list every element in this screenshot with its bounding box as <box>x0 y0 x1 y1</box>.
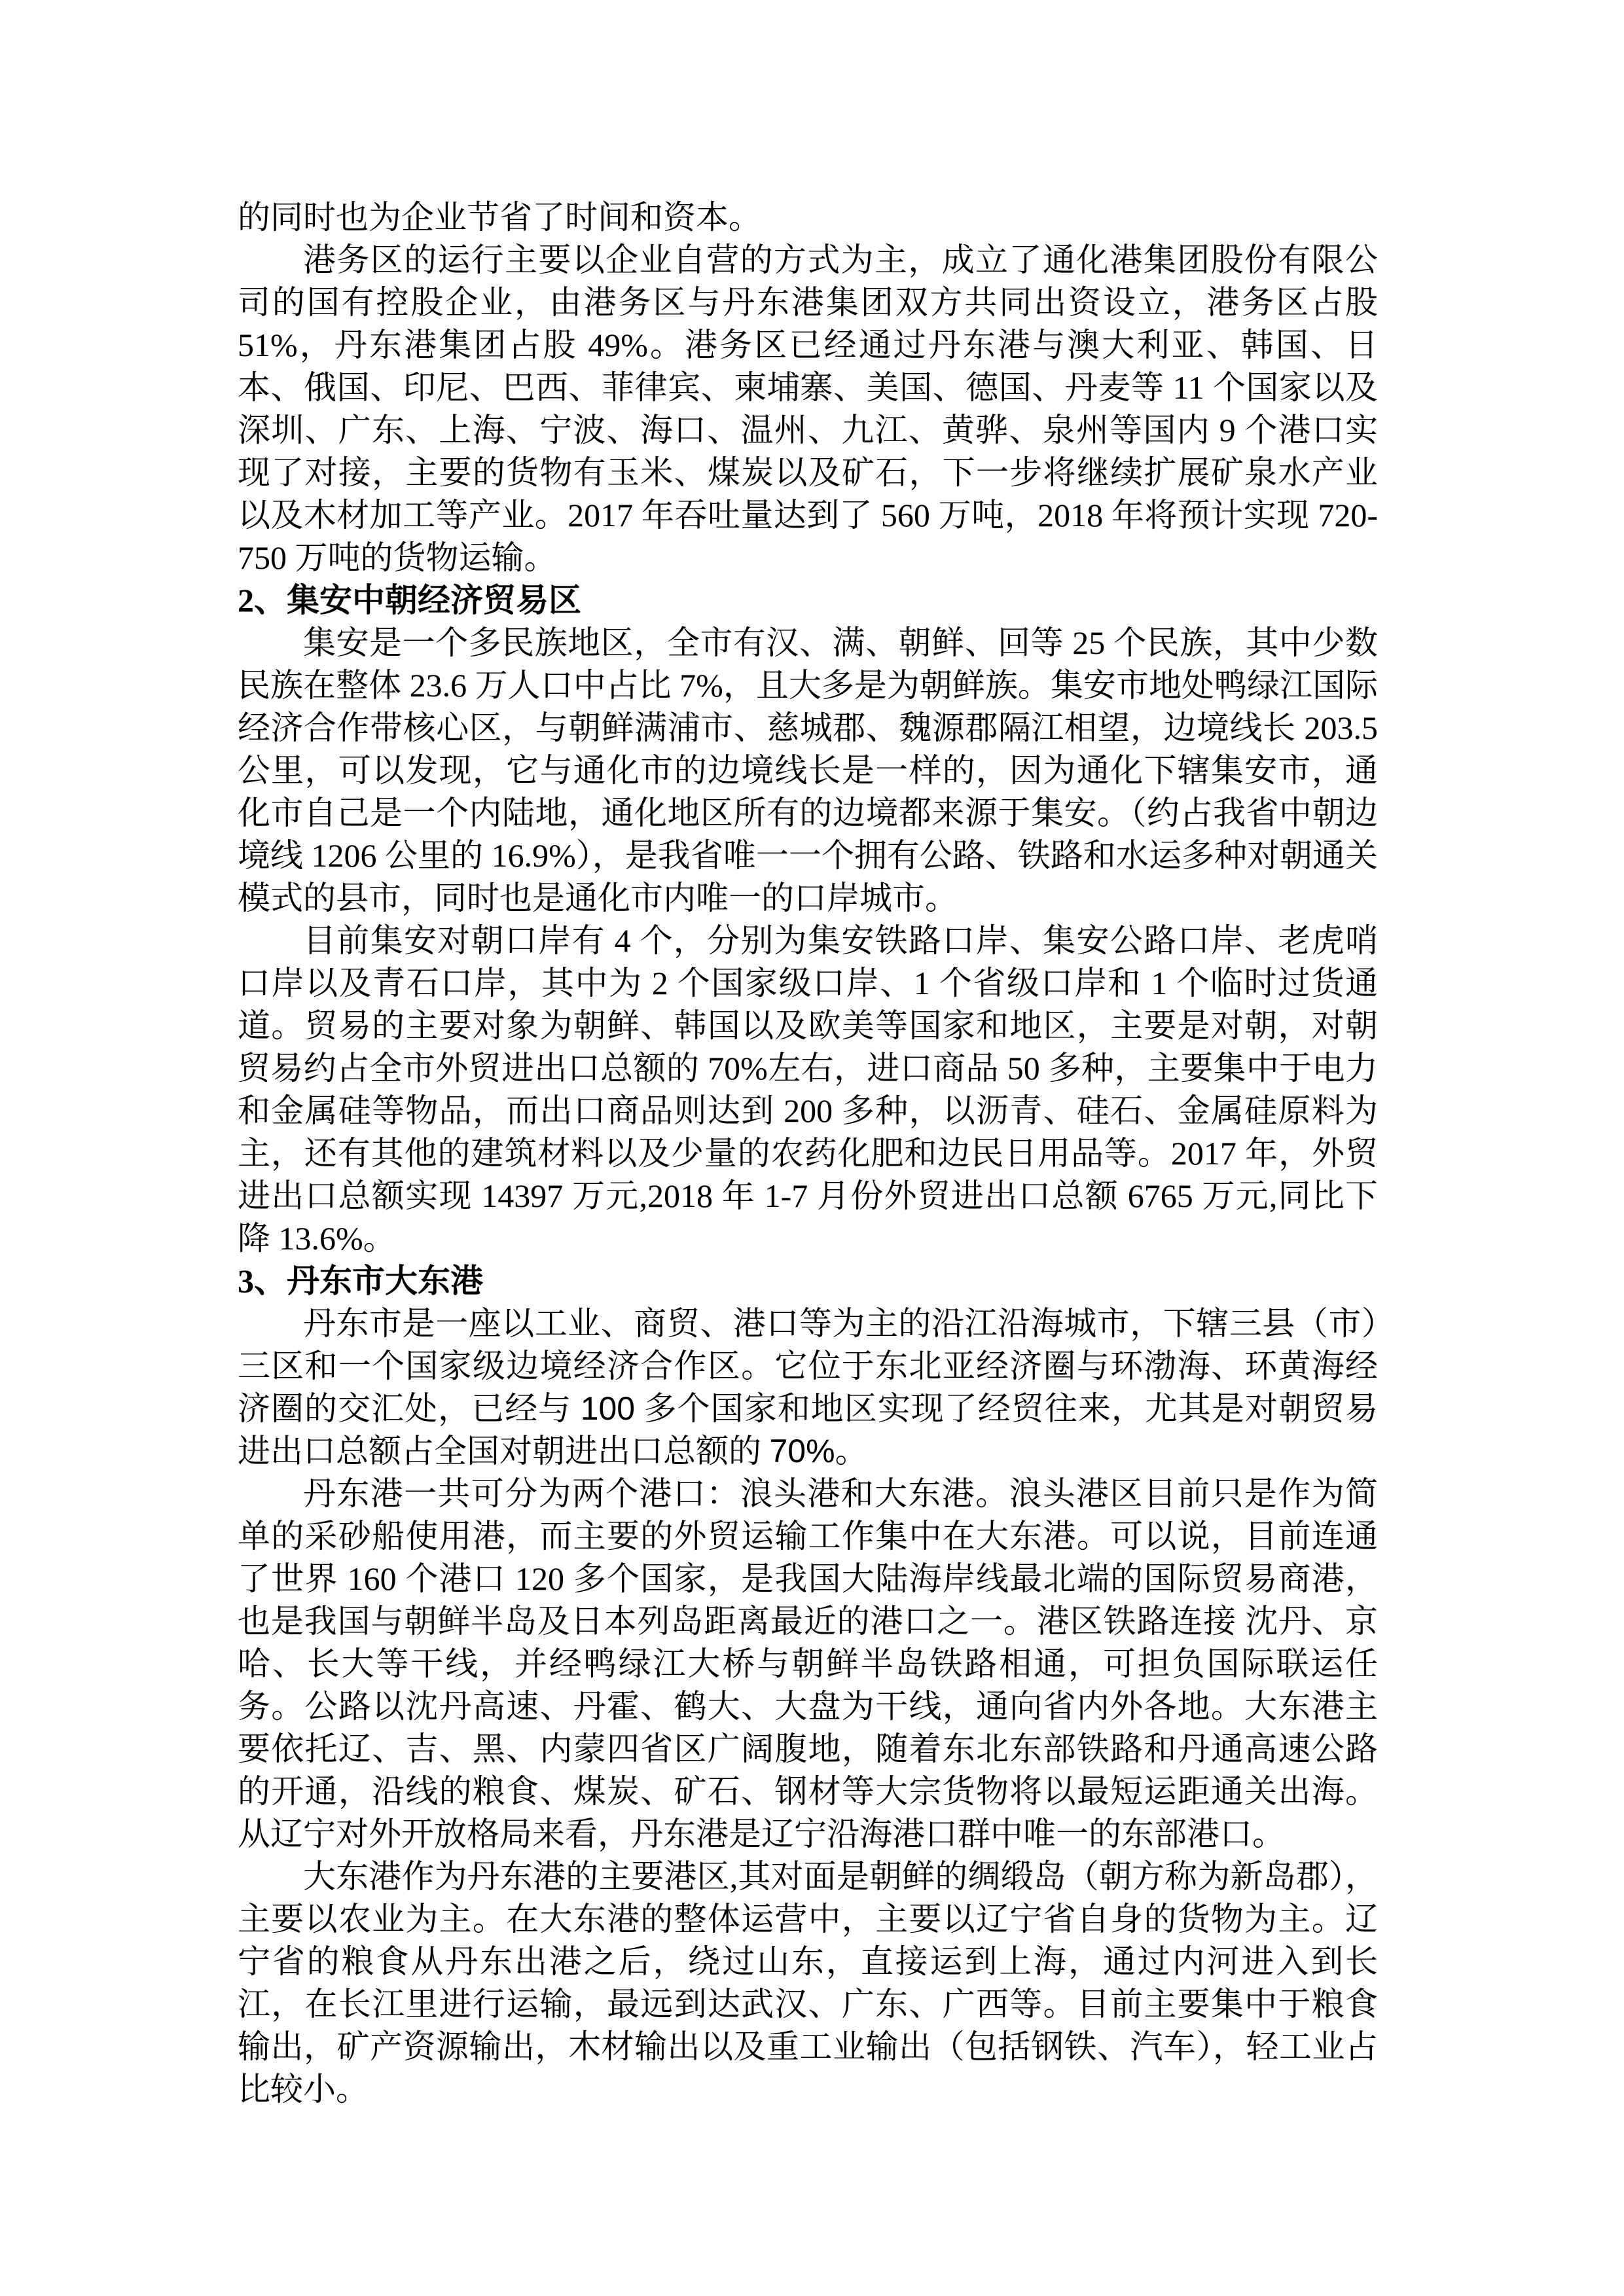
text-run: 年将预计实现 <box>1103 497 1318 533</box>
text-run: 个港口 <box>396 1560 515 1597</box>
text-run: 。 <box>363 1220 396 1257</box>
text-run: 2018 <box>1038 497 1104 533</box>
text-run: 49% <box>588 327 648 363</box>
text-run: 160 <box>347 1560 397 1597</box>
text-run: 集安中朝经济贸易区 <box>287 582 581 619</box>
paragraph <box>238 196 1378 239</box>
text-run: 个国家级口岸、 <box>668 965 914 1001</box>
text-run: 万元,同比下降 <box>238 1177 1379 1257</box>
text-run: 丹东市大东港 <box>287 1263 483 1299</box>
text-run: 。港务区已经通过丹东港与澳大利亚、韩国、日本、俄国、印尼、巴西、菲律宾、柬埔寨、美国、德国、丹麦等 <box>238 327 1379 406</box>
text-run: 万吨， <box>929 497 1038 533</box>
text-run: 年 <box>712 1177 765 1214</box>
text-run: 25 <box>1072 624 1106 661</box>
text-run: 100 <box>580 1390 636 1427</box>
text-run: ，且大多是为朝鲜族。集安市地处鸭绿江国际经济合作带核心区，与朝鲜满浦市、慈城郡、魏源郡隔江相望，边境线长 <box>238 667 1379 746</box>
text-run: 6765 <box>1127 1177 1193 1214</box>
text-run: 50 <box>1007 1050 1040 1086</box>
paragraph <box>238 1302 1378 1473</box>
paragraph <box>238 239 1378 579</box>
text-run: 个省级口岸和 <box>929 965 1151 1001</box>
text-run: 2018 <box>647 1177 713 1214</box>
text-run: 23.6 <box>409 667 467 704</box>
text-run: 11 <box>1172 369 1204 406</box>
text-run: 年，外贸进出口总额实现 <box>238 1135 1378 1214</box>
paragraph <box>238 920 1378 1260</box>
section-heading <box>238 1260 1378 1302</box>
text-run: 4 <box>614 922 631 959</box>
text-run: 1-7 <box>764 1177 808 1214</box>
text-run: 。 <box>835 1433 868 1469</box>
text-run: 多个国家和地区实现了经贸往来，尤其是对朝贸易进出口总额占全国对朝进出口总额的 <box>238 1390 1378 1469</box>
text-run: 多种，以沥青、硅石、金属硅原料为主，还有其他的建筑材料以及少量的农药化肥和边民日用品等。 <box>238 1092 1379 1172</box>
text-run: 560 <box>880 497 930 533</box>
text-run: 丹东市是一座以工业、商贸、港口等为主的沿江沿海城市，下辖三县（市）三区和一个国家级边境经济合作区。它位于东北亚经济圈与环渤海、环黄海经济圈的交汇处，已经与 <box>238 1305 1378 1427</box>
text-run: 120 <box>514 1560 564 1597</box>
text-run: 13.6% <box>278 1220 363 1257</box>
text-run: 万吨的货物运输。 <box>287 539 557 576</box>
text-run: 2017 <box>1170 1135 1236 1172</box>
text-run: 1 <box>913 965 930 1001</box>
text-run: 720-750 <box>238 497 1379 576</box>
text-run: 16.9% <box>491 837 576 874</box>
text-run: 1206 <box>311 837 377 874</box>
paragraph <box>238 1473 1378 1856</box>
text-run: 51% <box>238 327 298 363</box>
text-run: 目前集安对朝口岸有 <box>303 922 615 959</box>
text-run: 年吞吐量达到了 <box>633 497 881 533</box>
text-run: 公里的 <box>376 837 492 874</box>
text-run: 左右，进口商品 <box>767 1050 1007 1086</box>
section-heading <box>238 579 1378 622</box>
text-run: 14397 <box>481 1177 564 1214</box>
text-run: 个国家以及深圳、广东、上海、宁波、海口、温州、九江、黄骅、泉州等国内 <box>238 369 1379 448</box>
text-run: 的同时也为企业节省了时间和资本。 <box>238 199 761 236</box>
text-run: 多个国家，是我国大陆海岸线最北端的国际贸易商港，也是我国与朝鲜半岛及日本列岛距离最近的港口之一。港区铁路连接 沈丹、京哈、长大等干线，并经鸭绿江大桥与朝鲜半岛铁路相通，可担负国际联运任务。公路以沈丹高速、丹霍、鹤大、大盘为干线，通向省内外各地。大东港主要依托辽、吉、黑、内蒙四省区广阔腹地，随着东北东部铁路和丹通高速公路的开通，沿线的粮食、煤炭、矿石、钢材等大宗货物将以最短运距通关出海。从辽宁对外开放格局来看，丹东港是辽宁沿海港口群中唯一的东部港口。 <box>238 1560 1379 1852</box>
paragraph <box>238 1856 1378 2111</box>
text-run: 万元, <box>563 1177 647 1214</box>
text-run: 集安是一个多民族地区，全市有汉、满、朝鲜、回等 <box>303 624 1073 661</box>
text-run: 70% <box>708 1050 768 1086</box>
text-run: 9 <box>1219 412 1236 448</box>
text-run: ，丹东港集团占股 <box>297 327 588 363</box>
text-run: 丹东港一共可分为两个港口：浪头港和大东港。浪头港区目前只是作为简单的采砂船使用港，而主要的外贸运输工作集中在大东港。可以说，目前连通了世界 <box>238 1475 1378 1597</box>
text-run: 公里，可以发现，它与通化市的边境线长是一样的，因为通化下辖集安市，通化市自己是一个内陆地，通化地区所有的边境都来源于集安。（约占我省中朝边境线 <box>238 752 1378 874</box>
text-run: 2、 <box>238 582 287 619</box>
text-run: 万人口中占比 <box>467 667 680 704</box>
text-run: 个民族，其中少数民族在整体 <box>238 624 1378 704</box>
text-run: 大东港作为丹东港的主要港区,其对面是朝鲜的绸缎岛（朝方称为新岛郡），主要以农业为主。在大东港的整体运营中，主要以辽宁省自身的货物为主。辽宁省的粮食从丹东出港之后，绕过山东，直接运到上海，通过内河进入到长江，在长江里进行运输，最远到达武汉、广东、广西等。目前主要集中于粮食输出，矿产资源输出，木材输出以及重工业输出（包括钢铁、汽车），轻工业占比较小。 <box>238 1858 1378 2108</box>
text-run: 月份外贸进出口总额 <box>808 1177 1128 1214</box>
text-run: 3、 <box>238 1263 287 1299</box>
text-run: 70% <box>769 1433 835 1469</box>
text-run: 个，分别为集安铁路口岸、集安公路口岸、老虎哨口岸以及青石口岸，其中为 <box>238 922 1378 1001</box>
text-run: 港务区的运行主要以企业自营的方式为主，成立了通化港集团股份有限公司的国有控股企业，由港务区与丹东港集团双方共同出资设立，港务区占股 <box>238 242 1378 321</box>
text-run: ），是我省唯一一个拥有公路、铁路和水运多种对朝通关模式的县市，同时也是通化市内唯一的口岸城市。 <box>238 837 1379 916</box>
text-run: 2017 <box>568 497 634 533</box>
text-run: 个港口实现了对接，主要的货物有玉米、煤炭以及矿石，下一步将继续扩展矿泉水产业以及木材加工等产业。 <box>238 412 1379 533</box>
text-run: 个临时过货通道。贸易的主要对象为朝鲜、韩国以及欧美等国家和地区，主要是对朝，对朝贸易约占全市外贸进出口总额的 <box>238 965 1379 1086</box>
text-run: 7% <box>679 667 723 704</box>
text-run: 多种，主要集中于电力和金属硅等物品，而出口商品则达到 <box>238 1050 1379 1129</box>
document-body <box>238 196 1378 2111</box>
paragraph <box>238 622 1378 920</box>
text-run: 200 <box>784 1092 833 1129</box>
text-run: 2 <box>651 965 668 1001</box>
text-run: 203.5 <box>1304 709 1378 746</box>
text-run: 1 <box>1151 965 1168 1001</box>
